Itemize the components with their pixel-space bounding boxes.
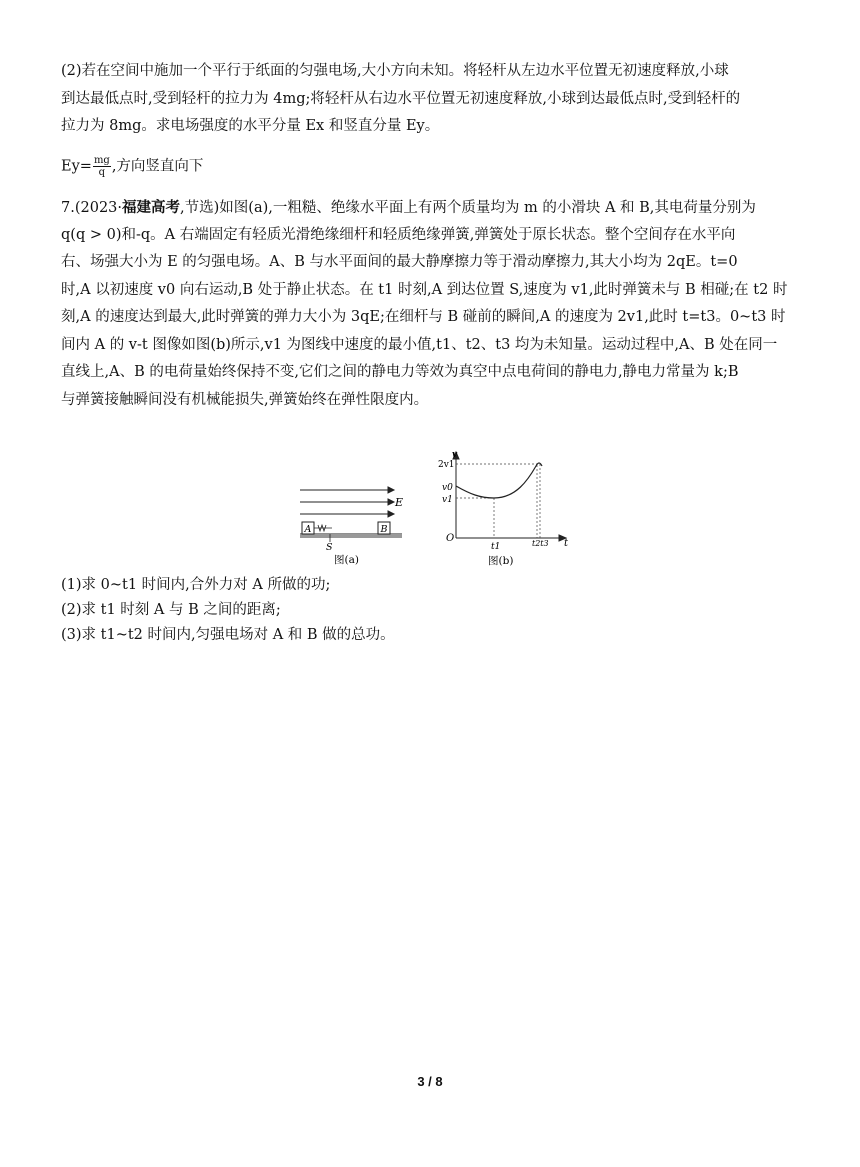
problem7-line-8: 与弹簧接触瞬间没有机械能损失,弹簧始终在弹性限度内。 bbox=[61, 391, 429, 408]
figure-a bbox=[292, 482, 412, 568]
field-label: E bbox=[395, 496, 404, 509]
problem7-source-prefix: 7.(2023· bbox=[61, 200, 123, 216]
questions-list bbox=[61, 573, 801, 648]
problem7-line-3: 右、场强大小为 E 的匀强电场。A、B 与水平面间的最大静摩擦力等于滑动摩擦力,其大小均为 2qE。t=0 bbox=[61, 254, 738, 270]
figure-b bbox=[436, 450, 576, 568]
tick-t1: t1 bbox=[491, 542, 501, 552]
problem7-line-2: q(q > 0)和-q。A 右端固定有轻质光滑绝缘细杆和轻质绝缘弹簧,弹簧处于原长状态。整个空间存在水平向 bbox=[61, 226, 736, 243]
part2-text bbox=[61, 58, 801, 141]
problem7-text bbox=[61, 194, 801, 414]
problem7-line-6: 间内 A 的 v-t 图像如图(b)所示,v1 为图线中速度的最小值,t1、t2、t3 均为未知量。运动过程中,A、B 处在同一 bbox=[61, 336, 778, 353]
answer-denominator: q bbox=[98, 167, 106, 178]
tick-v0: v0 bbox=[442, 483, 453, 493]
part2-line-1: (2)若在空间中施加一个平行于纸面的匀强电场,大小方向未知。将轻杆从左边水平位置无初速度释放,小球 bbox=[61, 63, 729, 79]
problem7-line-1 bbox=[61, 194, 801, 222]
vt-curve bbox=[456, 463, 542, 498]
tick-2v1: 2v1 bbox=[438, 460, 455, 470]
origin-label: O bbox=[446, 533, 455, 544]
question-3: (3)求 t1~t2 时间内,匀强电场对 A 和 B 做的总功。 bbox=[61, 627, 395, 643]
answer-numerator: mg bbox=[93, 155, 110, 166]
position-s-label: S bbox=[326, 542, 333, 553]
problem7-source-suffix: ,节选) bbox=[180, 200, 220, 216]
figure-b-caption: 图(b) bbox=[488, 555, 514, 567]
spring-and-rod bbox=[314, 525, 332, 531]
answer-fraction bbox=[93, 155, 111, 178]
field-lines bbox=[300, 487, 394, 517]
answer-suffix: ,方向竖直向下 bbox=[111, 158, 204, 175]
question-2: (2)求 t1 时刻 A 与 B 之间的距离; bbox=[61, 602, 281, 618]
figure-a-caption: 图(a) bbox=[334, 554, 359, 566]
answer-line bbox=[61, 155, 203, 178]
part2-line-2: 到达最低点时,受到轻杆的拉力为 4mg;将轻杆从右边水平位置无初速度释放,小球到达最低点时,受到轻杆的 bbox=[61, 90, 741, 107]
axes bbox=[453, 452, 566, 541]
tick-t2t3: t2t3 bbox=[532, 539, 549, 548]
problem7-source-bold: 福建高考 bbox=[122, 199, 181, 216]
block-a-label: A bbox=[304, 524, 312, 535]
x-axis-label: t bbox=[564, 538, 569, 549]
problem7-line-1-text: 如图(a),一粗糙、绝缘水平面上有两个质量均为 m 的小滑块 A 和 B,其电荷量分别为 bbox=[219, 200, 756, 216]
problem7-line-7: 直线上,A、B 的电荷量始终保持不变,它们之间的静电力等效为真空中点电荷间的静电力,静电力常量为 k;B bbox=[61, 364, 739, 380]
problem7-line-5: 刻,A 的速度达到最大,此时弹簧的弹力大小为 3qE;在细杆与 B 碰前的瞬间,A 的速度为 2v1,此时 t=t3。0~t3 时 bbox=[61, 309, 786, 325]
answer-prefix: Ey= bbox=[61, 158, 92, 175]
part2-line-3: 拉力为 8mg。求电场强度的水平分量 Ex 和竖直分量 Ey。 bbox=[61, 118, 440, 134]
problem7-line-4: 时,A 以初速度 v0 向右运动,B 处于静止状态。在 t1 时刻,A 到达位置 S,速度为 v1,此时弹簧未与 B 相碰;在 t2 时 bbox=[61, 281, 788, 298]
tick-v1: v1 bbox=[442, 495, 453, 505]
guide-lines bbox=[456, 464, 540, 538]
block-b-label: B bbox=[380, 524, 388, 535]
question-1: (1)求 0~t1 时间内,合外力对 A 所做的功; bbox=[61, 577, 331, 593]
page-number: 3 / 8 bbox=[417, 1074, 443, 1089]
y-axis-label: v bbox=[452, 450, 458, 460]
